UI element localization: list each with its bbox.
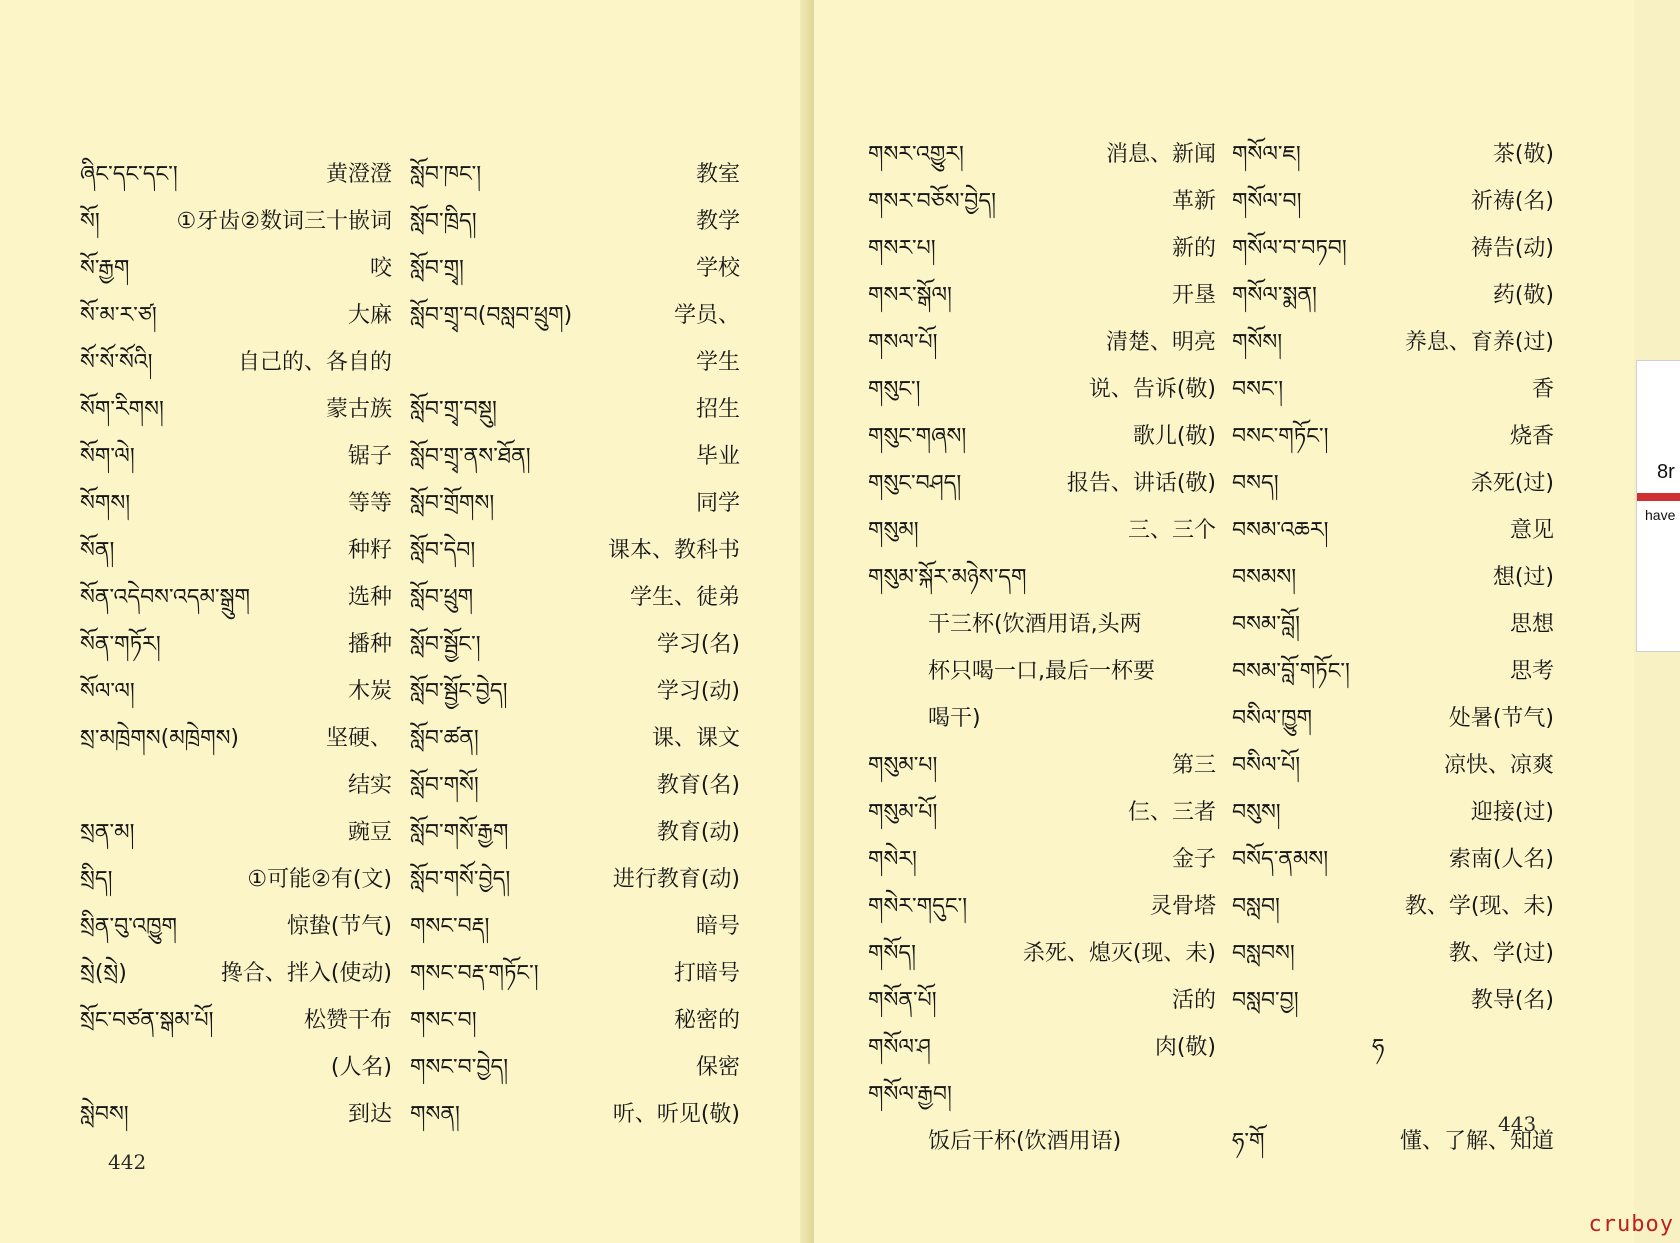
tibetan-headword: གསང་བརྡ་གཏོང་། (410, 961, 539, 986)
tibetan-headword: གསང་བ་བྱེད། (410, 1055, 509, 1080)
tibetan-headword: བསམ་བློ། (1232, 612, 1301, 637)
chinese-definition: 秘密的 (673, 1008, 740, 1033)
tibetan-headword: སློབ་ཁང་། (410, 162, 482, 187)
dictionary-entry (1232, 422, 1554, 469)
dictionary-entry (1232, 892, 1554, 939)
side-card (1636, 360, 1680, 652)
chinese-definition: 教育(名) (656, 773, 740, 798)
tibetan-headword: གསར་བཅོས་བྱེད། (868, 189, 996, 214)
dictionary-entry (410, 724, 740, 771)
chinese-definition: 学生 (695, 350, 740, 375)
chinese-definition: 杀死(过) (1470, 471, 1554, 496)
left-column-1 (80, 160, 392, 1147)
tibetan-headword: སྲ་མཁྲེགས(མཁྲེགས) (80, 726, 240, 751)
tibetan-headword: སློབ་གསོ། (410, 773, 479, 798)
chinese-definition: 保密 (695, 1055, 740, 1080)
dictionary-entry (1232, 845, 1554, 892)
dictionary-entry (80, 583, 392, 630)
dictionary-entry (868, 1080, 1216, 1127)
tibetan-headword: བསིལ་ཁྱུག (1232, 706, 1312, 731)
chinese-definition: 学习(动) (656, 679, 740, 704)
chinese-definition: 学校 (695, 256, 740, 281)
tibetan-headword: སློབ་དེབ། (410, 538, 476, 563)
dictionary-entry (410, 395, 740, 442)
tibetan-headword: བསམས། (1232, 565, 1297, 590)
chinese-definition: 招生 (695, 397, 740, 422)
dictionary-entry (1232, 939, 1554, 986)
left-column-2 (410, 160, 740, 1147)
chinese-definition: 豌豆 (347, 820, 392, 845)
side-card-top-text: 8r (1657, 461, 1675, 483)
chinese-definition: 饭后干杯(饮酒用语) (928, 1129, 1122, 1154)
tibetan-headword: གསུང་། (868, 377, 921, 402)
dictionary-entry (868, 516, 1216, 563)
tibetan-headword: བསླབ་བྱ། (1232, 988, 1299, 1013)
dictionary-entry (868, 939, 1216, 986)
tibetan-headword: བསླབ། (1232, 894, 1280, 919)
dictionary-entry (1232, 986, 1554, 1033)
dictionary-entry (410, 818, 740, 865)
tibetan-headword: གསར་སྒོལ། (868, 283, 952, 308)
chinese-definition: 仨、三者 (1127, 800, 1216, 825)
tibetan-headword: སློབ་གྲྭ། (410, 256, 464, 281)
dictionary-entry (80, 818, 392, 865)
tibetan-headword: སློབ་གསོ་རྒྱག (410, 820, 509, 845)
chinese-definition: 进行教育(动) (612, 867, 740, 892)
dictionary-entry (410, 583, 740, 630)
chinese-definition: 学员、 (673, 303, 740, 328)
chinese-definition: 报告、讲话(敬) (1066, 471, 1216, 496)
dictionary-entry (80, 395, 392, 442)
tibetan-headword: གསེར། (868, 847, 917, 872)
tibetan-headword: སློབ་གྲྭ་བ(བསླབ་ཕྲུག) (410, 303, 573, 328)
tibetan-headword: གསུང་གཞས། (868, 424, 967, 449)
chinese-definition: 选种 (347, 585, 392, 610)
chinese-definition: 烧香 (1509, 424, 1554, 449)
tibetan-headword: སྲིན་བུ་འཁྱུག (80, 914, 177, 939)
right-column-2 (1232, 140, 1554, 1174)
chinese-definition: 凉快、凉爽 (1443, 753, 1554, 778)
chinese-definition: 第三 (1171, 753, 1216, 778)
dictionary-entry (80, 724, 392, 771)
chinese-definition: 课、课文 (651, 726, 740, 751)
chinese-definition: 教学 (695, 209, 740, 234)
chinese-definition: 黄澄澄 (325, 162, 392, 187)
dictionary-entry (868, 610, 1216, 657)
tibetan-headword: བསོད་ནམས། (1232, 847, 1329, 872)
dictionary-entry (80, 254, 392, 301)
tibetan-headword: སོན་གཏོར། (80, 632, 161, 657)
tibetan-headword: སྲོང་བཙན་སྒམ་པོ། (80, 1008, 214, 1033)
dictionary-entry (410, 348, 740, 395)
chinese-definition: 懂、了解、知道 (1399, 1129, 1554, 1154)
dictionary-entry (80, 536, 392, 583)
dictionary-entry (80, 912, 392, 959)
dictionary-entry (1232, 375, 1554, 422)
dictionary-entry (868, 140, 1216, 187)
chinese-definition: 杯只喝一口,最后一杯要 (928, 659, 1155, 684)
dictionary-entry (410, 442, 740, 489)
dictionary-entry (410, 160, 740, 207)
tibetan-headword: གསུམ་སྐོར་མཉེས་དག (868, 565, 1027, 590)
tibetan-headword: གསུམ། (868, 518, 919, 543)
dictionary-entry (410, 677, 740, 724)
chinese-definition: 自己的、各自的 (237, 350, 392, 375)
tibetan-headword: སོ་སོ་སོའི། (80, 350, 153, 375)
tibetan-headword: ཧ་གོ (1232, 1129, 1265, 1154)
tibetan-headword: གསལ་པོ། (868, 330, 938, 355)
chinese-definition: 学生、徒弟 (629, 585, 740, 610)
chinese-definition: 教室 (695, 162, 740, 187)
chinese-definition: 茶(敬) (1492, 142, 1554, 167)
chinese-definition: 蒙古族 (325, 397, 392, 422)
tibetan-headword: གསུང་བཤད། (868, 471, 962, 496)
dictionary-entry (1232, 610, 1554, 657)
chinese-definition: 教、学(现、未) (1404, 894, 1554, 919)
chinese-definition: 肉(敬) (1154, 1035, 1216, 1060)
tibetan-headword: བསུས། (1232, 800, 1281, 825)
chinese-definition: 香 (1531, 377, 1554, 402)
dictionary-entry (868, 281, 1216, 328)
chinese-definition: 结实 (347, 773, 392, 798)
tibetan-headword: གསོལ་རྒྱབ། (868, 1082, 952, 1107)
tibetan-headword: གསོས། (1232, 330, 1283, 355)
chinese-definition: 同学 (695, 491, 740, 516)
dictionary-entry (1232, 516, 1554, 563)
chinese-definition: 新的 (1171, 236, 1216, 261)
tibetan-headword: སྲན་མ། (80, 820, 135, 845)
dictionary-entry (410, 489, 740, 536)
dictionary-entry (1232, 328, 1554, 375)
chinese-definition: 教导(名) (1470, 988, 1554, 1013)
dictionary-entry (410, 1006, 740, 1053)
tibetan-headword: སོག་ལེ། (80, 444, 135, 469)
chinese-definition: ①牙齿②数词三十嵌词 (176, 209, 392, 234)
tibetan-headword: ཧ (1372, 1035, 1385, 1060)
chinese-definition: 坚硬、 (325, 726, 392, 751)
tibetan-headword: སོན་འདེབས་འདམ་སྒྲུག (80, 585, 250, 610)
dictionary-entry (80, 1006, 392, 1053)
chinese-definition: 木炭 (347, 679, 392, 704)
dictionary-entry (80, 677, 392, 724)
chinese-definition: 种籽 (347, 538, 392, 563)
dictionary-entry (868, 751, 1216, 798)
chinese-definition: 干三杯(饮酒用语,头两 (928, 612, 1142, 637)
chinese-definition: 毕业 (695, 444, 740, 469)
chinese-definition: 祈祷(名) (1470, 189, 1554, 214)
chinese-definition: 喝干) (928, 706, 981, 731)
chinese-definition: 打暗号 (673, 961, 740, 986)
chinese-definition: 消息、新闻 (1105, 142, 1216, 167)
chinese-definition: 思考 (1509, 659, 1554, 684)
dictionary-entry (410, 207, 740, 254)
tibetan-headword: བསམ་འཆར། (1232, 518, 1329, 543)
chinese-definition: 祷告(动) (1470, 236, 1554, 261)
dictionary-entry (80, 207, 392, 254)
tibetan-headword: སློབ་གྲྭ་ནས་ཐོན། (410, 444, 531, 469)
dictionary-entry (80, 160, 392, 207)
dictionary-entry (1232, 751, 1554, 798)
tibetan-headword: སོ་མ་ར་ཙ། (80, 303, 157, 328)
watermark: cruboy (1588, 1212, 1674, 1237)
dictionary-entry (868, 845, 1216, 892)
dictionary-entry (868, 892, 1216, 939)
tibetan-headword: བསང་། (1232, 377, 1284, 402)
chinese-definition: 教、学(过) (1448, 941, 1554, 966)
dictionary-entry (868, 328, 1216, 375)
tibetan-headword: གསོལ་བ། (1232, 189, 1302, 214)
chinese-definition: 灵骨塔 (1149, 894, 1216, 919)
dictionary-entry (410, 630, 740, 677)
dictionary-entry (868, 187, 1216, 234)
dictionary-entry (410, 301, 740, 348)
dictionary-entry (1232, 657, 1554, 704)
dictionary-entry (868, 1033, 1216, 1080)
dictionary-entry (868, 704, 1216, 751)
tibetan-headword: སློབ་ཁྲིད། (410, 209, 477, 234)
chinese-definition: 处暑(节气) (1448, 706, 1554, 731)
tibetan-headword: གསོན་པོ། (868, 988, 937, 1013)
chinese-definition: 药(敬) (1492, 283, 1554, 308)
dictionary-entry (80, 442, 392, 489)
page-number-right: 443 (1498, 1112, 1537, 1136)
dictionary-entry (80, 1100, 392, 1147)
tibetan-headword: སོན། (80, 538, 115, 563)
tibetan-headword: གསོལ་ཤ (868, 1035, 931, 1060)
dictionary-entry (80, 959, 392, 1006)
tibetan-headword: སྲིད། (80, 867, 113, 892)
side-card-bottom-text: have (1645, 507, 1676, 523)
dictionary-entry (1232, 140, 1554, 187)
chinese-definition: 养息、育养(过) (1404, 330, 1554, 355)
chinese-definition: ①可能②有(文) (247, 867, 392, 892)
tibetan-headword: སོ། (80, 209, 100, 234)
chinese-definition: 暗号 (695, 914, 740, 939)
tibetan-headword: སློབ་སྦྱོང་བྱེད། (410, 679, 508, 704)
tibetan-headword: སླེབས། (80, 1102, 129, 1127)
chinese-definition: 等等 (347, 491, 392, 516)
dictionary-entry (1232, 563, 1554, 610)
dictionary-entry (1232, 469, 1554, 516)
right-column-1 (868, 140, 1216, 1174)
chinese-definition: 大麻 (347, 303, 392, 328)
dictionary-entry (80, 771, 392, 818)
tibetan-headword: སློབ་གྲོགས། (410, 491, 495, 516)
chinese-definition: 教育(动) (656, 820, 740, 845)
tibetan-headword: གསོད། (868, 941, 916, 966)
tibetan-headword: བསང་གཏོང་། (1232, 424, 1329, 449)
dictionary-entry (1232, 704, 1554, 751)
dictionary-entry (80, 1053, 392, 1100)
chinese-definition: 革新 (1171, 189, 1216, 214)
chinese-definition: 松赞干布 (303, 1008, 392, 1033)
dictionary-entry (868, 469, 1216, 516)
dictionary-entry (80, 301, 392, 348)
tibetan-headword: སློབ་གསོ་བྱེད། (410, 867, 511, 892)
chinese-definition: 咬 (369, 256, 392, 281)
dictionary-entry (410, 865, 740, 912)
tibetan-headword: གསོལ་བ་བཏབ། (1232, 236, 1347, 261)
chinese-definition: 播种 (347, 632, 392, 657)
tibetan-headword: སློབ་གྲྭ་བསྡུ། (410, 397, 497, 422)
tibetan-headword: སོག་རིགས། (80, 397, 164, 422)
chinese-definition: 学习(名) (656, 632, 740, 657)
tibetan-headword: བསད། (1232, 471, 1279, 496)
chinese-definition: 清楚、明亮 (1105, 330, 1216, 355)
chinese-definition: 课本、教科书 (607, 538, 740, 563)
dictionary-entry (410, 1100, 740, 1147)
tibetan-headword: གསར་པ། (868, 236, 936, 261)
side-card-red-bar (1637, 493, 1680, 501)
tibetan-headword: བསམ་བློ་གཏོང་། (1232, 659, 1350, 684)
dictionary-entry (80, 489, 392, 536)
tibetan-headword: གསོལ་སྨན། (1232, 283, 1317, 308)
dictionary-entry (868, 657, 1216, 704)
chinese-definition: 开垦 (1171, 283, 1216, 308)
dictionary-entry (1232, 187, 1554, 234)
dictionary-entry (1232, 798, 1554, 845)
chinese-definition: 意见 (1509, 518, 1554, 543)
chinese-definition: 金子 (1171, 847, 1216, 872)
dictionary-entry (868, 234, 1216, 281)
tibetan-headword: གསན། (410, 1102, 460, 1127)
tibetan-headword: སློབ་སྦྱོང་། (410, 632, 481, 657)
chinese-definition: 惊蛰(节气) (286, 914, 392, 939)
dictionary-entry (1232, 234, 1554, 281)
chinese-definition: 迎接(过) (1470, 800, 1554, 825)
dictionary-entry (868, 422, 1216, 469)
tibetan-headword: སོགས། (80, 491, 131, 516)
chinese-definition: 思想 (1509, 612, 1554, 637)
dictionary-entry (80, 630, 392, 677)
tibetan-headword: བསིལ་པོ། (1232, 753, 1301, 778)
dictionary-entry (410, 254, 740, 301)
tibetan-headword: སློབ་ཚན། (410, 726, 479, 751)
tibetan-headword: སོ་རྒྱག (80, 256, 130, 281)
dictionary-entry (868, 563, 1216, 610)
tibetan-headword: སོལ་ལ། (80, 679, 135, 704)
tibetan-headword: སྲེ(སྲེ) (80, 961, 127, 986)
tibetan-headword: སློབ་ཕྲུག (410, 585, 474, 610)
chinese-definition: 杀死、熄灭(现、未) (1022, 941, 1216, 966)
tibetan-headword: གསེར་གདུང་། (868, 894, 968, 919)
tibetan-headword: གསང་བ། (410, 1008, 477, 1033)
chinese-definition: 活的 (1171, 988, 1216, 1013)
tibetan-headword: གསུམ་པོ། (868, 800, 938, 825)
tibetan-headword: གསར་འགྱུར། (868, 142, 964, 167)
dictionary-entry (80, 865, 392, 912)
dictionary-entry (410, 536, 740, 583)
chinese-definition: 搀合、拌入(使动) (220, 961, 392, 986)
tibetan-headword: གསང་བརྡ། (410, 914, 490, 939)
dictionary-entry (410, 1053, 740, 1100)
dictionary-entry (410, 959, 740, 1006)
chinese-definition: 锯子 (347, 444, 392, 469)
chinese-definition: 歌儿(敬) (1132, 424, 1216, 449)
section-letter (1232, 1033, 1554, 1080)
dictionary-entry (410, 771, 740, 818)
dictionary-entry (80, 348, 392, 395)
chinese-definition: 说、告诉(敬) (1088, 377, 1216, 402)
dictionary-entry (868, 375, 1216, 422)
dictionary-entry (868, 1127, 1216, 1174)
page-number-left: 442 (108, 1150, 147, 1174)
chinese-definition: 想(过) (1492, 565, 1554, 590)
tibetan-headword: ཞིང་དང་དང་། (80, 162, 178, 187)
dictionary-entry (868, 798, 1216, 845)
dictionary-entry (1232, 281, 1554, 328)
chinese-definition: 到达 (347, 1102, 392, 1127)
dictionary-entry (410, 912, 740, 959)
tibetan-headword: གསོལ་ཇ། (1232, 142, 1301, 167)
tibetan-headword: བསླབས། (1232, 941, 1295, 966)
dictionary-entry (868, 986, 1216, 1033)
chinese-definition: (人名) (330, 1055, 392, 1080)
chinese-definition: 听、听见(敬) (612, 1102, 740, 1127)
tibetan-headword: གསུམ་པ། (868, 753, 938, 778)
chinese-definition: 三、三个 (1127, 518, 1216, 543)
chinese-definition: 索南(人名) (1448, 847, 1554, 872)
